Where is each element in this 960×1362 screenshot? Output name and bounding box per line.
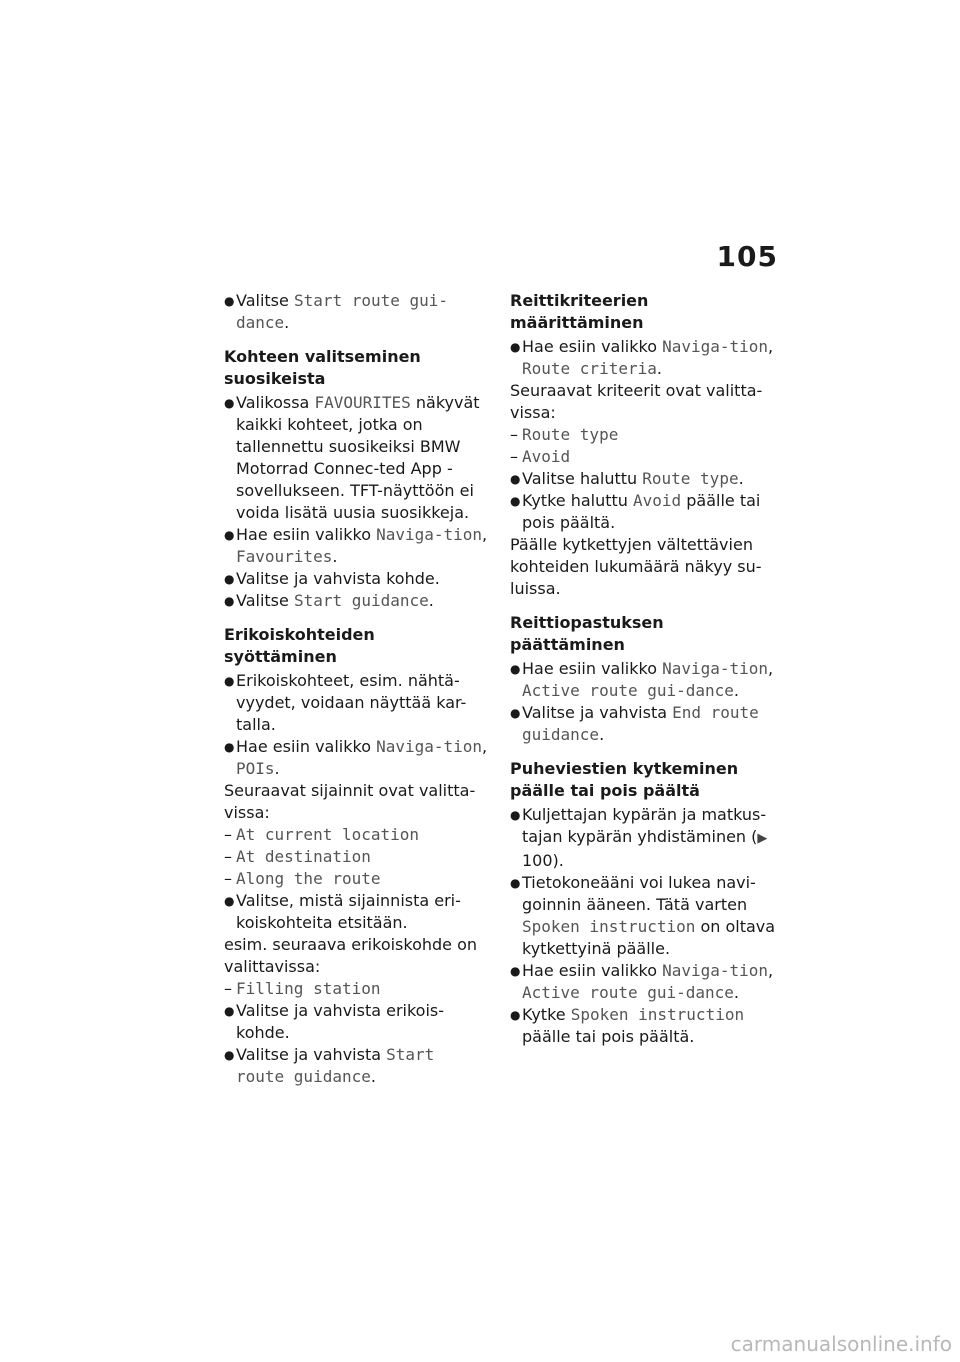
bullet-icon: ● xyxy=(224,740,235,754)
paragraph: Seuraavat sijainnit ovat valitta-vissa: xyxy=(224,781,476,822)
section-heading: Reittikriteerien määrittäminen xyxy=(510,291,649,332)
list-item: ● Tietokoneääni voi lukea navi-goinnin ääneen. Tätä varten Spoken instruction on oltava kytkettyinä päälle. xyxy=(510,873,776,958)
list-item: ● Valitse ja vahvista End route guidance. xyxy=(510,703,759,744)
list-item: ● Valitse haluttu Route type. xyxy=(510,469,744,488)
bullet-icon: ● xyxy=(224,572,235,586)
dash-item: – At destination xyxy=(224,847,371,866)
bullet-icon: ● xyxy=(510,340,521,354)
paragraph: esim. seuraava erikoiskohde on valittavissa: xyxy=(224,935,478,976)
list-item: ● Hae esiin valikko Naviga-tion, Active route gui-dance. xyxy=(510,659,774,700)
list-item: ● Hae esiin valikko Naviga-tion, POIs. xyxy=(224,737,488,778)
bullet-icon: ● xyxy=(510,706,521,720)
bullet-icon: ● xyxy=(224,294,235,308)
dash-item: – Filling station xyxy=(224,979,381,998)
section-heading: Puheviestien kytkeminen päälle tai pois päältä xyxy=(510,759,739,800)
bullet-icon: ● xyxy=(224,1004,235,1018)
dash-item: – Avoid xyxy=(510,447,571,466)
page-reference-arrow-icon: ▶ xyxy=(757,831,768,846)
paragraph: Päälle kytkettyjen vältettävien kohteiden lukumäärä näkyy su-luissa. xyxy=(510,535,762,598)
bullet-icon: ● xyxy=(224,594,235,608)
list-item: ● Valitse ja vahvista Start route guidance. xyxy=(224,1045,435,1086)
left-column xyxy=(224,290,492,1088)
bullet-icon: ● xyxy=(510,494,521,508)
page-number: 105 xyxy=(716,240,778,273)
list-item: ● Erikoiskohteet, esim. nähtä-vyydet, voidaan näyttää kar-talla. xyxy=(224,671,467,734)
bullet-icon: ● xyxy=(510,662,521,676)
bullet-icon: ● xyxy=(224,528,235,542)
footer-watermark: carmanualsonline.info xyxy=(730,1332,952,1356)
bullet-icon: ● xyxy=(510,808,521,822)
list-item: ● Valitse ja vahvista erikois-kohde. xyxy=(224,1001,445,1042)
list-item: ● Hae esiin valikko Naviga-tion, Route criteria. xyxy=(510,337,774,378)
dash-item: – Route type xyxy=(510,425,619,444)
section-heading: Erikoiskohteiden syöttäminen xyxy=(224,625,375,666)
paragraph: Seuraavat kriteerit ovat valitta-vissa: xyxy=(510,381,763,422)
list-item: ● Hae esiin valikko Naviga-tion, Active route gui-dance. xyxy=(510,961,774,1002)
bullet-icon: ● xyxy=(224,894,235,908)
bullet-icon: ● xyxy=(510,876,521,890)
list-item: ● Hae esiin valikko Naviga-tion, Favourites. xyxy=(224,525,488,566)
list-item: ● Valitse Start route gui-dance. xyxy=(224,291,449,332)
bullet-icon: ● xyxy=(224,1048,235,1062)
list-item: ● Valitse Start guidance. xyxy=(224,591,434,610)
bullet-icon: ● xyxy=(224,674,235,688)
dash-item: – Along the route xyxy=(224,869,381,888)
dash-item: – At current location xyxy=(224,825,420,844)
list-item: ● Valitse ja vahvista kohde. xyxy=(224,569,440,588)
section-heading: Reittiopastuksen päättäminen xyxy=(510,613,664,654)
bullet-icon: ● xyxy=(510,472,521,486)
right-column xyxy=(510,290,782,1048)
list-item: ● Kytke Spoken instruction päälle tai pois päältä. xyxy=(510,1005,745,1046)
page-reference[interactable]: 100 xyxy=(522,851,553,870)
list-item: ● Valitse, mistä sijainnista eri-koiskohteita etsitään. xyxy=(224,891,461,932)
bullet-icon: ● xyxy=(510,964,521,978)
list-item: ● Kuljettajan kypärän ja matkus-tajan kypärän yhdistäminen (▶ 100). xyxy=(510,805,768,870)
list-item: ● Valikossa FAVOURITES näkyvät kaikki kohteet, jotka on tallennettu suosikeiksi BMW Motorrad Connec-ted App -sovellukseen. TFT-näyttöön ei voida lisätä uusia suosikkeja. xyxy=(224,393,480,522)
section-heading: Kohteen valitseminen suosikeista xyxy=(224,347,421,388)
bullet-icon: ● xyxy=(510,1008,521,1022)
bullet-icon: ● xyxy=(224,396,235,410)
list-item: ● Kytke haluttu Avoid päälle tai pois päältä. xyxy=(510,491,761,532)
